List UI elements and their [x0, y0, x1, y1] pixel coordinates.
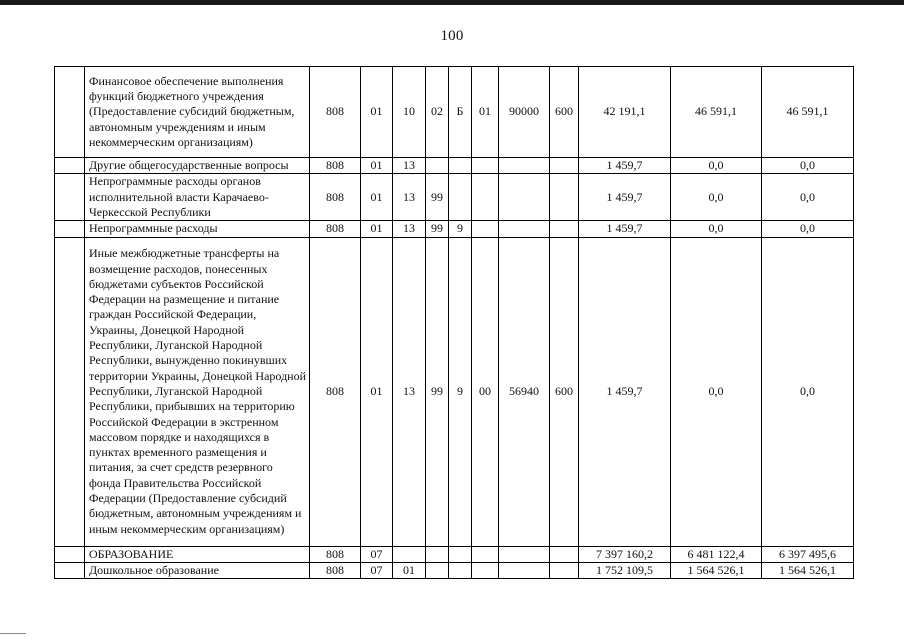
code-program-cell [426, 546, 449, 562]
row-margin-cell [55, 546, 85, 562]
code-ministry-cell: 808 [310, 221, 361, 237]
row-description: Непрограммные расходы органов исполнительной власти Карачаево-Черкесской Республики [85, 174, 310, 221]
row-description: Финансовое обеспечение выполнения функций бюджетного учреждения (Предоставление субсидий бюджетным, автономным учреждениям и иным некоммерческим организациям) [85, 67, 310, 158]
amount-year2-cell: 0,0 [671, 221, 762, 237]
code-program-cell: 02 [426, 67, 449, 158]
table-body [55, 67, 854, 579]
code-subprogram-cell [449, 546, 472, 562]
row-description: Иные межбюджетные трансферты на возмещение расходов, понесенных бюджетами субъектов Российской Федерации на размещение и питание граждан Российской Федерации, Украины, Донецкой Народной Республики, Луганской Народной Республики, вынужденно покинувших территории Украины, Донецкой Народной Республики, Луганской Народной Республики, прибывших на территорию Российской Федерации в экстренном массовом порядке и находящихся в пунктах временного размещения и питания, за счет средств резервного фонда Правительства Российской Федерации (Предоставление субсидий бюджетным, автономным учреждениям и иным некоммерческим организациям) [85, 237, 310, 546]
code-event-cell [472, 174, 499, 221]
amount-year1-cell: 1 752 109,5 [579, 562, 671, 578]
code-program-cell: 99 [426, 237, 449, 546]
table-row [55, 562, 854, 578]
amount-year3-cell: 0,0 [762, 174, 854, 221]
code-expense-type-cell: 600 [550, 67, 579, 158]
amount-year1-cell: 1 459,7 [579, 174, 671, 221]
amount-year1-cell: 7 397 160,2 [579, 546, 671, 562]
code-expense-type-cell [550, 221, 579, 237]
code-subprogram-cell: 9 [449, 221, 472, 237]
amount-year3-cell: 1 564 526,1 [762, 562, 854, 578]
code-subprogram-cell: 9 [449, 237, 472, 546]
table-row [55, 546, 854, 562]
code-subsection-cell: 13 [393, 158, 426, 174]
row-margin-cell [55, 158, 85, 174]
code-expense-type-cell: 600 [550, 237, 579, 546]
amount-year2-cell: 1 564 526,1 [671, 562, 762, 578]
code-section-cell: 01 [361, 158, 393, 174]
code-expense-type-cell [550, 174, 579, 221]
budget-table [54, 66, 854, 579]
code-section-cell: 01 [361, 237, 393, 546]
amount-year2-cell: 0,0 [671, 174, 762, 221]
amount-year1-cell: 1 459,7 [579, 237, 671, 546]
code-ministry-cell: 808 [310, 562, 361, 578]
code-direction-cell: 56940 [499, 237, 550, 546]
code-direction-cell: 90000 [499, 67, 550, 158]
code-ministry-cell: 808 [310, 67, 361, 158]
code-section-cell: 01 [361, 221, 393, 237]
amount-year3-cell: 0,0 [762, 237, 854, 546]
amount-year3-cell: 0,0 [762, 158, 854, 174]
amount-year3-cell: 46 591,1 [762, 67, 854, 158]
page-number: 100 [440, 28, 464, 44]
row-description: ОБРАЗОВАНИЕ [85, 546, 310, 562]
code-direction-cell [499, 221, 550, 237]
amount-year2-cell: 0,0 [671, 158, 762, 174]
code-event-cell [472, 562, 499, 578]
amount-year2-cell: 46 591,1 [671, 67, 762, 158]
table-row [55, 158, 854, 174]
code-section-cell: 07 [361, 562, 393, 578]
code-program-cell [426, 158, 449, 174]
code-subsection-cell: 10 [393, 67, 426, 158]
code-direction-cell [499, 158, 550, 174]
code-expense-type-cell [550, 158, 579, 174]
row-margin-cell [55, 67, 85, 158]
code-subsection-cell: 01 [393, 562, 426, 578]
amount-year3-cell: 0,0 [762, 221, 854, 237]
row-description: Непрограммные расходы [85, 221, 310, 237]
code-program-cell: 99 [426, 174, 449, 221]
amount-year1-cell: 42 191,1 [579, 67, 671, 158]
row-margin-cell [55, 221, 85, 237]
code-subprogram-cell: Б [449, 67, 472, 158]
code-ministry-cell: 808 [310, 237, 361, 546]
amount-year1-cell: 1 459,7 [579, 221, 671, 237]
code-event-cell [472, 221, 499, 237]
code-event-cell: 01 [472, 67, 499, 158]
code-direction-cell [499, 562, 550, 578]
scan-edge-mark [0, 633, 26, 640]
code-subsection-cell: 13 [393, 174, 426, 221]
row-margin-cell [55, 562, 85, 578]
code-event-cell: 00 [472, 237, 499, 546]
table-row [55, 174, 854, 221]
amount-year2-cell: 0,0 [671, 237, 762, 546]
code-subprogram-cell [449, 562, 472, 578]
code-program-cell: 99 [426, 221, 449, 237]
code-subprogram-cell [449, 174, 472, 221]
row-margin-cell [55, 174, 85, 221]
code-program-cell [426, 562, 449, 578]
amount-year2-cell: 6 481 122,4 [671, 546, 762, 562]
amount-year1-cell: 1 459,7 [579, 158, 671, 174]
code-ministry-cell: 808 [310, 546, 361, 562]
code-expense-type-cell [550, 546, 579, 562]
code-direction-cell [499, 174, 550, 221]
code-expense-type-cell [550, 562, 579, 578]
scan-top-edge [0, 0, 904, 5]
amount-year3-cell: 6 397 495,6 [762, 546, 854, 562]
code-subsection-cell: 13 [393, 221, 426, 237]
table-row [55, 67, 854, 158]
code-subprogram-cell [449, 158, 472, 174]
table-row [55, 237, 854, 546]
code-ministry-cell: 808 [310, 174, 361, 221]
code-subsection-cell [393, 546, 426, 562]
code-ministry-cell: 808 [310, 158, 361, 174]
code-direction-cell [499, 546, 550, 562]
code-section-cell: 01 [361, 174, 393, 221]
code-section-cell: 07 [361, 546, 393, 562]
row-description: Дошкольное образование [85, 562, 310, 578]
code-event-cell [472, 158, 499, 174]
code-subsection-cell: 13 [393, 237, 426, 546]
row-description: Другие общегосударственные вопросы [85, 158, 310, 174]
code-event-cell [472, 546, 499, 562]
code-section-cell: 01 [361, 67, 393, 158]
table-row [55, 221, 854, 237]
row-margin-cell [55, 237, 85, 546]
